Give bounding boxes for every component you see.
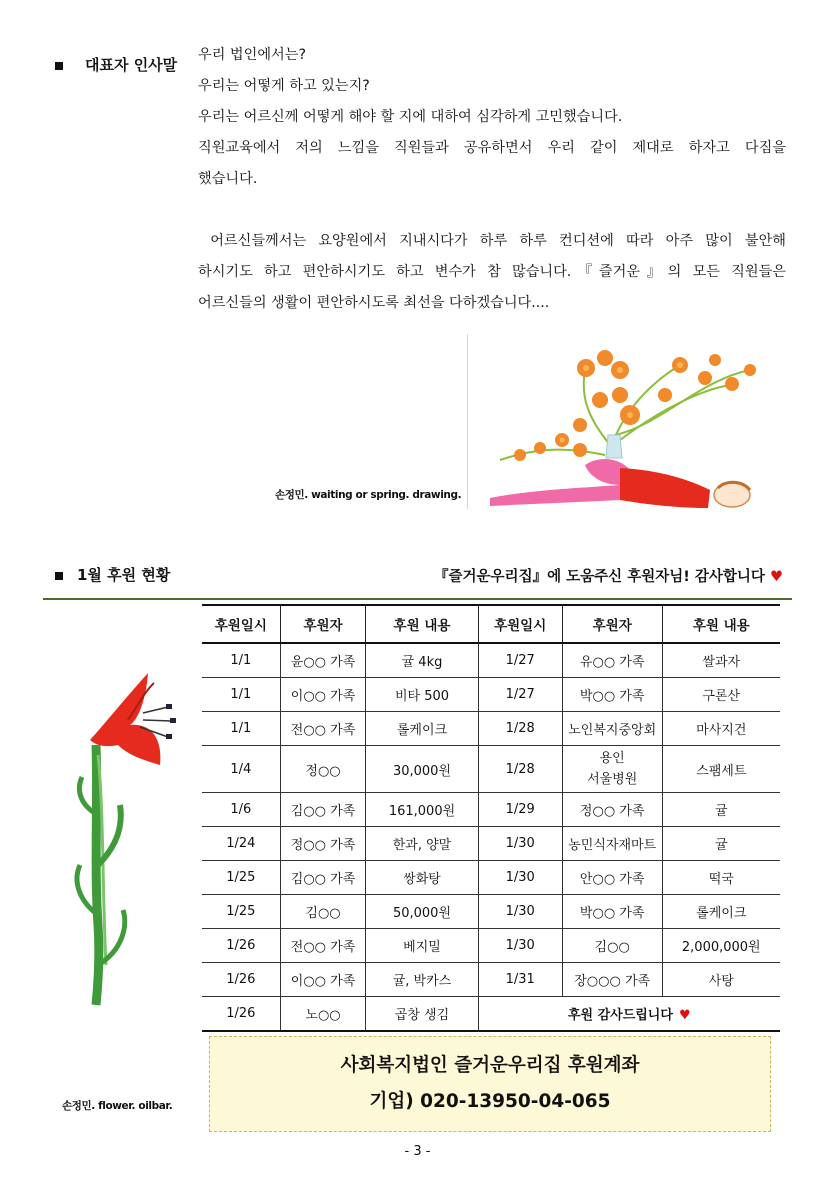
thanks-cell [478, 997, 780, 1032]
waiting-for-spring-drawing [470, 340, 770, 520]
table-cell: 정○○ [280, 746, 366, 793]
table-row [202, 963, 780, 997]
table-row [202, 712, 780, 746]
table-row [202, 929, 780, 963]
table-cell: 김○○ [562, 929, 662, 963]
table-cell: 윤○○ 가족 [280, 643, 366, 678]
table-cell: 김○○ 가족 [280, 861, 366, 895]
donation-account-box [209, 1036, 771, 1132]
table-cell: 161,000원 [366, 793, 478, 827]
table-cell: 1/26 [202, 963, 280, 997]
table-cell: 전○○ 가족 [280, 712, 366, 746]
table-cell: 사탕 [662, 963, 780, 997]
table-cell: 농민식자재마트 [562, 827, 662, 861]
table-cell: 박○○ 가족 [562, 678, 662, 712]
table-row [202, 827, 780, 861]
table-cell: 떡국 [662, 861, 780, 895]
table-cell: 용인 서울병원 [562, 746, 662, 793]
table-cell: 유○○ 가족 [562, 643, 662, 678]
table-cell: 비타 500 [366, 678, 478, 712]
table-cell: 1/28 [478, 712, 562, 746]
table-cell: 쌀과자 [662, 643, 780, 678]
flower-caption: 손정민. flower. oilbar. [62, 1100, 173, 1112]
table-cell: 이○○ 가족 [280, 963, 366, 997]
table-cell: 1/6 [202, 793, 280, 827]
table-row [202, 861, 780, 895]
flower-oilbar-drawing [68, 665, 188, 1010]
page-number: - 3 - [404, 1144, 431, 1159]
table-cell: 1/30 [478, 929, 562, 963]
table-cell: 롤케이크 [366, 712, 478, 746]
table-cell: 구론산 [662, 678, 780, 712]
greeting-paragraph-1 [198, 40, 786, 195]
table-row [202, 678, 780, 712]
thanks-cell-text: 후원 감사드립니다 [567, 1008, 673, 1023]
section-rule [43, 598, 792, 600]
table-cell: 전○○ 가족 [280, 929, 366, 963]
table-cell: 스팸세트 [662, 746, 780, 793]
table-cell: 50,000원 [366, 895, 478, 929]
table-cell: 1/26 [202, 929, 280, 963]
greeting-line: 어르신들의 생활이 편안하시도록 최선을 다하겠습니다.... [198, 295, 550, 311]
table-cell: 1/30 [478, 895, 562, 929]
column-header: 후원 내용 [366, 605, 478, 643]
table-cell: 김○○ 가족 [280, 793, 366, 827]
table-cell: 1/26 [202, 997, 280, 1032]
greeting-section-title: 대표자 인사말 [85, 56, 178, 74]
table-cell: 1/27 [478, 643, 562, 678]
table-cell: 1/27 [478, 678, 562, 712]
table-row [202, 746, 780, 793]
table-cell: 귤, 박카스 [366, 963, 478, 997]
table-cell: 1/1 [202, 678, 280, 712]
table-cell: 베지밀 [366, 929, 478, 963]
table-cell: 귤 [662, 827, 780, 861]
account-title: 사회복지법인 즐거운우리집 후원계좌 [340, 1055, 640, 1076]
table-cell: 마사지건 [662, 712, 780, 746]
table-cell: 1/28 [478, 746, 562, 793]
table-cell: 2,000,000원 [662, 929, 780, 963]
table-cell: 곱창 생김 [366, 997, 478, 1032]
table-cell: 귤 [662, 793, 780, 827]
heart-icon: ♥ [770, 569, 783, 585]
table-cell: 안○○ 가족 [562, 861, 662, 895]
table-cell: 1/1 [202, 712, 280, 746]
table-cell: 롤케이크 [662, 895, 780, 929]
table-cell: 귤 4kg [366, 643, 478, 678]
table-cell: 이○○ 가족 [280, 678, 366, 712]
greeting-line: 어르신들께서는 요양원에서 지내시다가 하루 하루 컨디션에 따라 아주 많이 불안해 [198, 233, 786, 249]
table-cell: 장○○○ 가족 [562, 963, 662, 997]
table-header-row [202, 605, 780, 643]
table-cell: 정○○ 가족 [280, 827, 366, 861]
table-cell: 1/29 [478, 793, 562, 827]
table-cell: 박○○ 가족 [562, 895, 662, 929]
table-cell: 1/1 [202, 643, 280, 678]
thanks-message [434, 565, 783, 586]
heart-icon: ♥ [678, 1008, 691, 1023]
table-cell: 쌍화탕 [366, 861, 478, 895]
divider [467, 334, 468, 509]
donations-table [202, 604, 780, 1032]
table-cell: 1/4 [202, 746, 280, 793]
table-cell: 30,000원 [366, 746, 478, 793]
table-row [202, 793, 780, 827]
column-header: 후원일시 [478, 605, 562, 643]
column-header: 후원자 [280, 605, 366, 643]
table-cell: 김○○ [280, 895, 366, 929]
table-cell: 1/31 [478, 963, 562, 997]
column-header: 후원 내용 [662, 605, 780, 643]
square-bullet-icon [55, 62, 63, 70]
thanks-text: 『즐거운우리집』에 도움주신 후원자님! 감사합니다 [434, 569, 765, 585]
greeting-line: 직원교육에서 저의 느낌을 직원들과 공유하면서 우리 같이 제대로 하자고 다짐을 [198, 140, 786, 156]
greeting-line: 우리는 어르신께 어떻게 해야 할 지에 대하여 심각하게 고민했습니다. [198, 109, 623, 125]
drawing-caption: 손정민. waiting or spring. drawing. [275, 489, 462, 501]
table-row [202, 997, 780, 1032]
table-cell: 1/25 [202, 861, 280, 895]
table-cell: 1/30 [478, 827, 562, 861]
donations-section-title: 1월 후원 현황 [77, 566, 171, 584]
table-cell: 1/24 [202, 827, 280, 861]
square-bullet-icon [55, 572, 63, 580]
table-cell: 정○○ 가족 [562, 793, 662, 827]
table-row [202, 643, 780, 678]
table-cell: 노○○ [280, 997, 366, 1032]
column-header: 후원일시 [202, 605, 280, 643]
greeting-line: 우리 법인에서는? [198, 47, 306, 63]
table-cell: 1/30 [478, 861, 562, 895]
table-cell: 1/25 [202, 895, 280, 929]
greeting-line: 우리는 어떻게 하고 있는지? [198, 78, 370, 94]
column-header: 후원자 [562, 605, 662, 643]
greeting-line: 했습니다. [198, 171, 258, 187]
table-cell: 노인복지중앙회 [562, 712, 662, 746]
table-cell: 한과, 양말 [366, 827, 478, 861]
table-row [202, 895, 780, 929]
account-number: 기업) 020-13950-04-065 [369, 1091, 611, 1112]
greeting-line: 하시기도 하고 편안하시기도 하고 변수가 참 많습니다.『즐거운』의 모든 직원들은 [198, 264, 786, 280]
greeting-paragraph-2 [198, 226, 786, 319]
